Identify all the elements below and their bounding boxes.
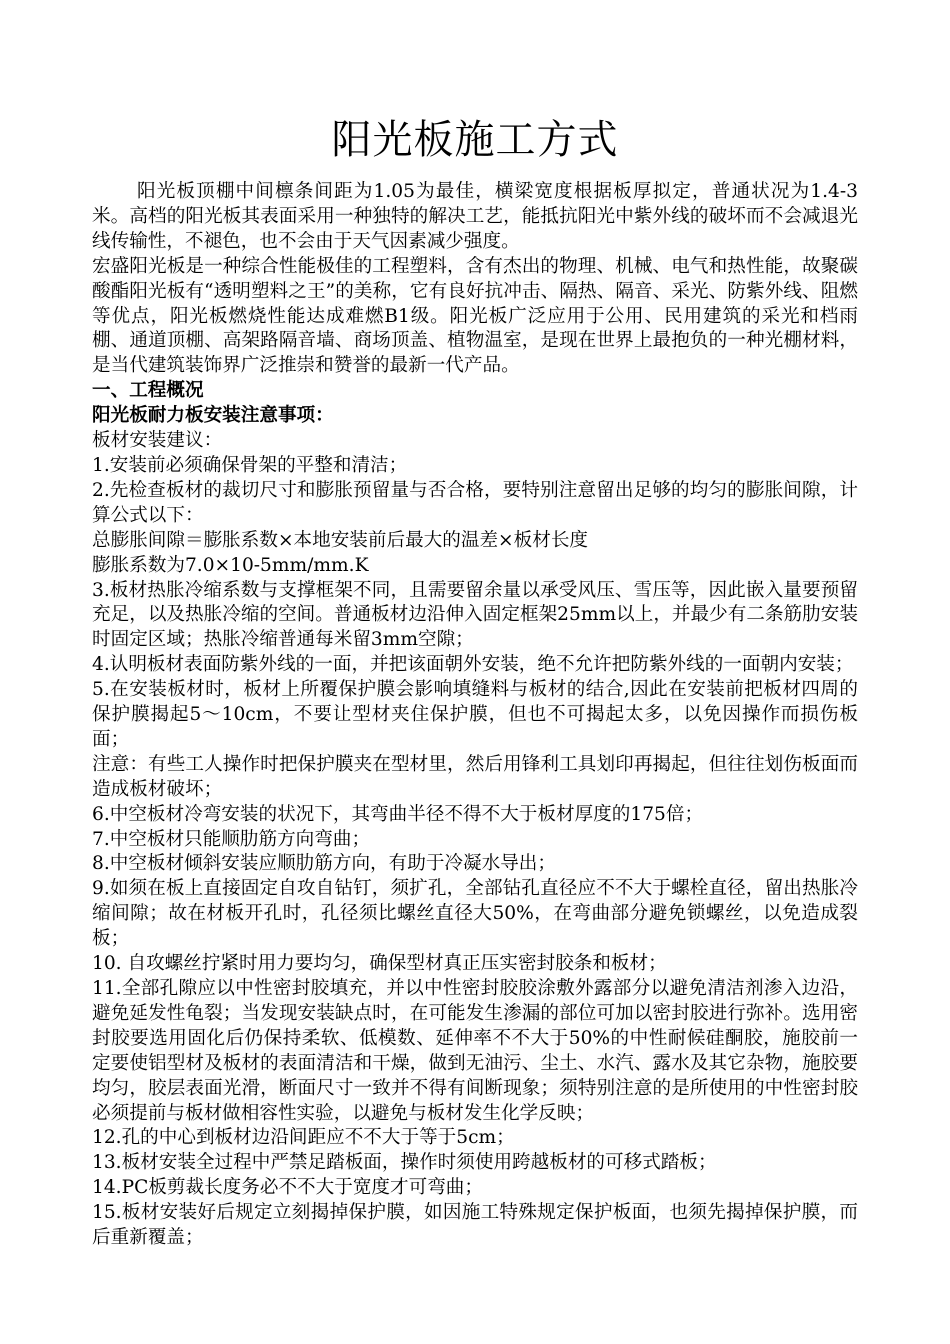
formula-total-gap: 总膨胀间隙＝膨胀系数×本地安装前后最大的温差×板材长度 [92,529,589,551]
item-9: 9.如须在板上直接固定自攻自钻钉，须扩孔，全部钻孔直径应不不大于螺栓直径，留出热胀冷缩间隙；故在材板开孔时，孔径须比螺丝直径大50%，在弯曲部分避免锁螺丝，以免造成裂板； [92,878,858,950]
item-2: 2.先检查板材的裁切尺寸和膨胀预留量与否合格，要特别注意留出足够的均匀的膨胀间隙，计算公式以下： [92,479,858,526]
item-7: 7.中空板材只能顺肋筋方向弯曲； [92,828,371,850]
item-5: 5.在安装板材时，板材上所覆保护膜会影响填缝料与板材的结合,因此在安装前把板材四周的保护膜揭起5～10cm，不要让型材夹住保护膜，但也不可揭起太多，以免因操作而损伤板面； [92,679,858,750]
item-12: 12.孔的中心到板材边沿间距应不不大于等于5cm； [92,1127,515,1149]
document-body [92,180,858,1251]
formula-coefficient: 膨胀系数为7.0×10-5mm/mm.K [92,554,369,576]
item-6: 6.中空板材冷弯安装的状况下，其弯曲半径不得不大于板材厚度的175倍； [92,803,704,825]
section-heading: 一、工程概况 [92,380,204,402]
advice-label: 板材安装建议： [92,430,223,452]
note-paragraph: 注意：有些工人操作时把保护膜夹在型材里，然后用锋利工具划印再揭起，但往往划伤板面而造成板材破坏； [92,753,858,800]
item-4: 4.认明板材表面防紫外线的一面，并把该面朝外安装，绝不允许把防紫外线的一面朝内安装； [92,654,854,676]
intro-paragraph-1: 阳光板顶棚中间檩条间距为1.05为最佳，横梁宽度根据板厚拟定，普通状况为1.4-3米。高档的阳光板其表面采用一种独特的解决工艺，能抵抗阳光中紫外线的破坏而不会减退光线传输性，不褪色，也不会由于天气因素减少强度。 [92,181,858,252]
item-11: 11.全部孔隙应以中性密封胶填充，并以中性密封胶胶涂敷外露部分以避免清洁剂渗入边沿，避免延发性龟裂；当发现安装缺点时，在可能发生渗漏的部位可加以密封胶进行弥补。选用密封胶要选用固化后仍保持柔软、低模数、延伸率不不大于50%的中性耐候硅酮胶，施胶前一定要使铝型材及板材的表面清洁和干燥，做到无油污、尘土、水汽、露水及其它杂物，施胶要均匀，胶层表面光滑，断面尺寸一致并不得有间断现象；须特别注意的是所使用的中性密封胶必须提前与板材做相容性实验，以避免与板材发生化学反映； [92,978,858,1124]
item-15: 15.板材安装好后规定立刻揭掉保护膜，如因施工特殊规定保护板面，也须先揭掉保护膜，而后重新覆盖； [92,1202,858,1249]
item-1: 1.安装前必须确保骨架的平整和清洁； [92,454,408,476]
item-3: 3.板材热胀冷缩系数与支撑框架不同，且需要留余量以承受风压、雪压等，因此嵌入量要预留充足，以及热胀冷缩的空间。普通板材边沿伸入固定框架25mm以上，并最少有二条筋肋安装时固定区域；热胀冷缩普通每米留3mm空隙； [92,579,858,651]
intro-paragraph-2: 宏盛阳光板是一种综合性能极佳的工程塑料，含有杰出的物理、机械、电气和热性能，故聚碳酸酯阳光板有“透明塑料之王”的美称，它有良好抗冲击、隔热、隔音、采光、防紫外线、阻燃等优点，阳光板燃烧性能达成难燃B1级。阳光板广泛应用于公用、民用建筑的采光和档雨棚、通道顶棚、高架路隔音墙、商场顶盖、植物温室，是现在世界上最抱负的一种光棚材料，是当代建筑装饰界广泛推崇和赞誉的最新一代产品。 [92,255,858,377]
item-13: 13.板材安装全过程中严禁足踏板面，操作时须使用跨越板材的可移式踏板； [92,1152,717,1174]
item-10: 10. 自攻螺丝拧紧时用力要均匀，确保型材真正压实密封胶条和板材； [92,953,667,975]
document-title: 阳光板施工方式 [331,117,619,163]
subheading: 阳光板耐力板安装注意事项： [92,405,334,427]
item-8: 8.中空板材倾斜安装应顺肋筋方向，有助于冷凝水导出； [92,853,556,875]
item-14: 14.PC板剪裁长度务必不不大于宽度才可弯曲； [92,1177,483,1199]
